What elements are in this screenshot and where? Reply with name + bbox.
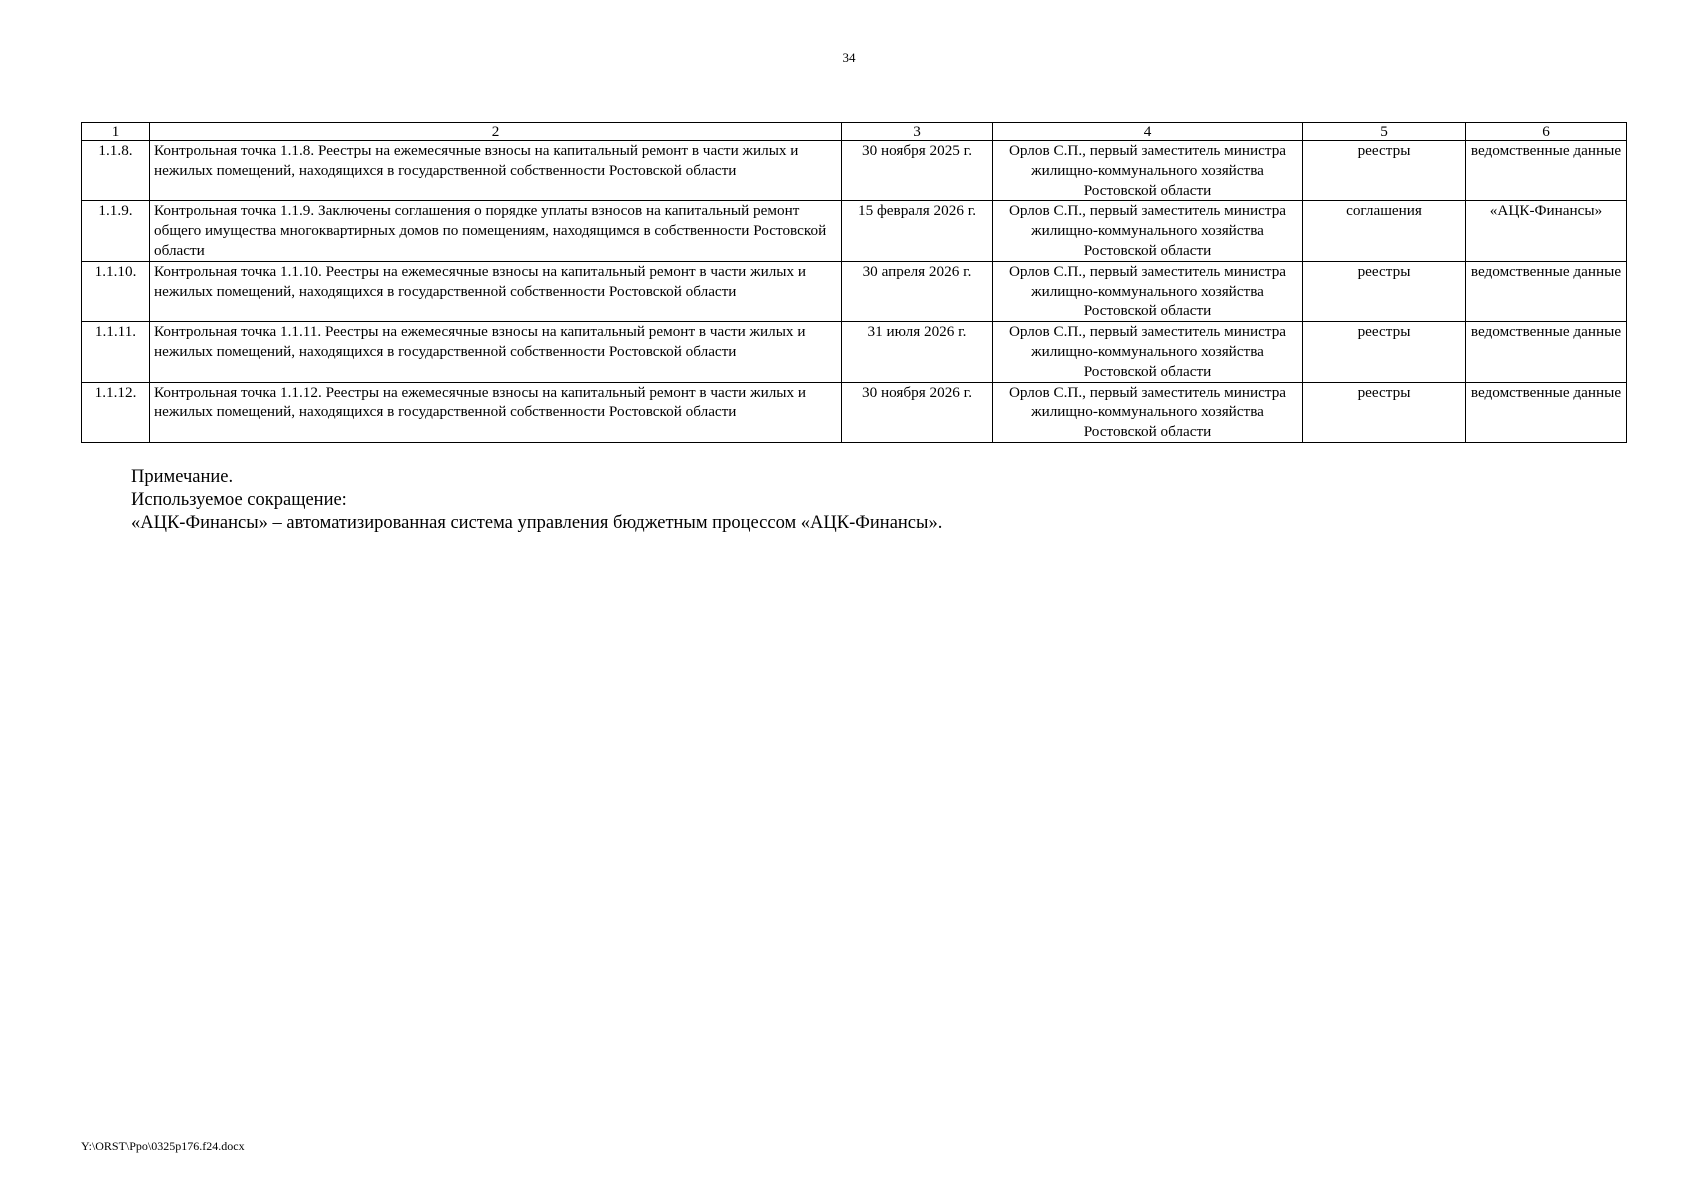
row-date: 30 апреля 2026 г.	[842, 261, 993, 321]
control-points-table	[81, 122, 1627, 443]
row-responsible: Орлов С.П., первый заместитель министра жилищно-коммунального хозяйства Ростовской области	[993, 322, 1303, 382]
header-col-6: 6	[1466, 123, 1627, 141]
row-responsible: Орлов С.П., первый заместитель министра жилищно-коммунального хозяйства Ростовской области	[993, 261, 1303, 321]
table-row	[82, 141, 1627, 201]
row-source: ведомственные данные	[1466, 141, 1627, 201]
header-col-5: 5	[1303, 123, 1466, 141]
row-date: 30 ноября 2026 г.	[842, 382, 993, 442]
row-number: 1.1.11.	[82, 322, 150, 382]
row-document: реестры	[1303, 141, 1466, 201]
row-number: 1.1.8.	[82, 141, 150, 201]
table-row	[82, 382, 1627, 442]
row-document: реестры	[1303, 261, 1466, 321]
row-responsible: Орлов С.П., первый заместитель министра жилищно-коммунального хозяйства Ростовской области	[993, 201, 1303, 261]
table-header-row	[82, 123, 1627, 141]
table-row	[82, 322, 1627, 382]
row-description: Контрольная точка 1.1.8. Реестры на ежемесячные взносы на капитальный ремонт в части жилых и нежилых помещений, находящихся в государственной собственности Ростовской области	[150, 141, 842, 201]
row-source: ведомственные данные	[1466, 322, 1627, 382]
page-number: 34	[842, 50, 856, 65]
row-document: реестры	[1303, 382, 1466, 442]
row-number: 1.1.12.	[82, 382, 150, 442]
row-document: реестры	[1303, 322, 1466, 382]
row-description: Контрольная точка 1.1.10. Реестры на ежемесячные взносы на капитальный ремонт в части жилых и нежилых помещений, находящихся в государственной собственности Ростовской области	[150, 261, 842, 321]
row-source: ведомственные данные	[1466, 261, 1627, 321]
table-row	[82, 261, 1627, 321]
abbreviation-intro: Используемое сокращение:	[131, 490, 347, 510]
row-source: ведомственные данные	[1466, 382, 1627, 442]
row-document: соглашения	[1303, 201, 1466, 261]
row-number: 1.1.10.	[82, 261, 150, 321]
row-date: 15 февраля 2026 г.	[842, 201, 993, 261]
header-col-1: 1	[82, 123, 150, 141]
row-source: «АЦК-Финансы»	[1466, 201, 1627, 261]
footer-file-path: Y:\ORST\Ppo\0325p176.f24.docx	[81, 1139, 245, 1153]
header-col-3: 3	[842, 123, 993, 141]
row-description: Контрольная точка 1.1.12. Реестры на ежемесячные взносы на капитальный ремонт в части жилых и нежилых помещений, находящихся в государственной собственности Ростовской области	[150, 382, 842, 442]
row-date: 31 июля 2026 г.	[842, 322, 993, 382]
row-description: Контрольная точка 1.1.9. Заключены соглашения о порядке уплаты взносов на капитальный ремонт общего имущества многоквартирных домов по помещениям, находящимся в собственности Ростовской области	[150, 201, 842, 261]
header-col-4: 4	[993, 123, 1303, 141]
row-responsible: Орлов С.П., первый заместитель министра жилищно-коммунального хозяйства Ростовской области	[993, 141, 1303, 201]
row-date: 30 ноября 2025 г.	[842, 141, 993, 201]
notes-section	[131, 466, 942, 535]
row-responsible: Орлов С.П., первый заместитель министра жилищно-коммунального хозяйства Ростовской области	[993, 382, 1303, 442]
row-description: Контрольная точка 1.1.11. Реестры на ежемесячные взносы на капитальный ремонт в части жилых и нежилых помещений, находящихся в государственной собственности Ростовской области	[150, 322, 842, 382]
notes-title: Примечание.	[131, 467, 234, 487]
abbreviation-text: «АЦК-Финансы» – автоматизированная система управления бюджетным процессом «АЦК-Финансы».	[131, 513, 943, 533]
row-number: 1.1.9.	[82, 201, 150, 261]
table-row	[82, 201, 1627, 261]
header-col-2: 2	[150, 123, 842, 141]
